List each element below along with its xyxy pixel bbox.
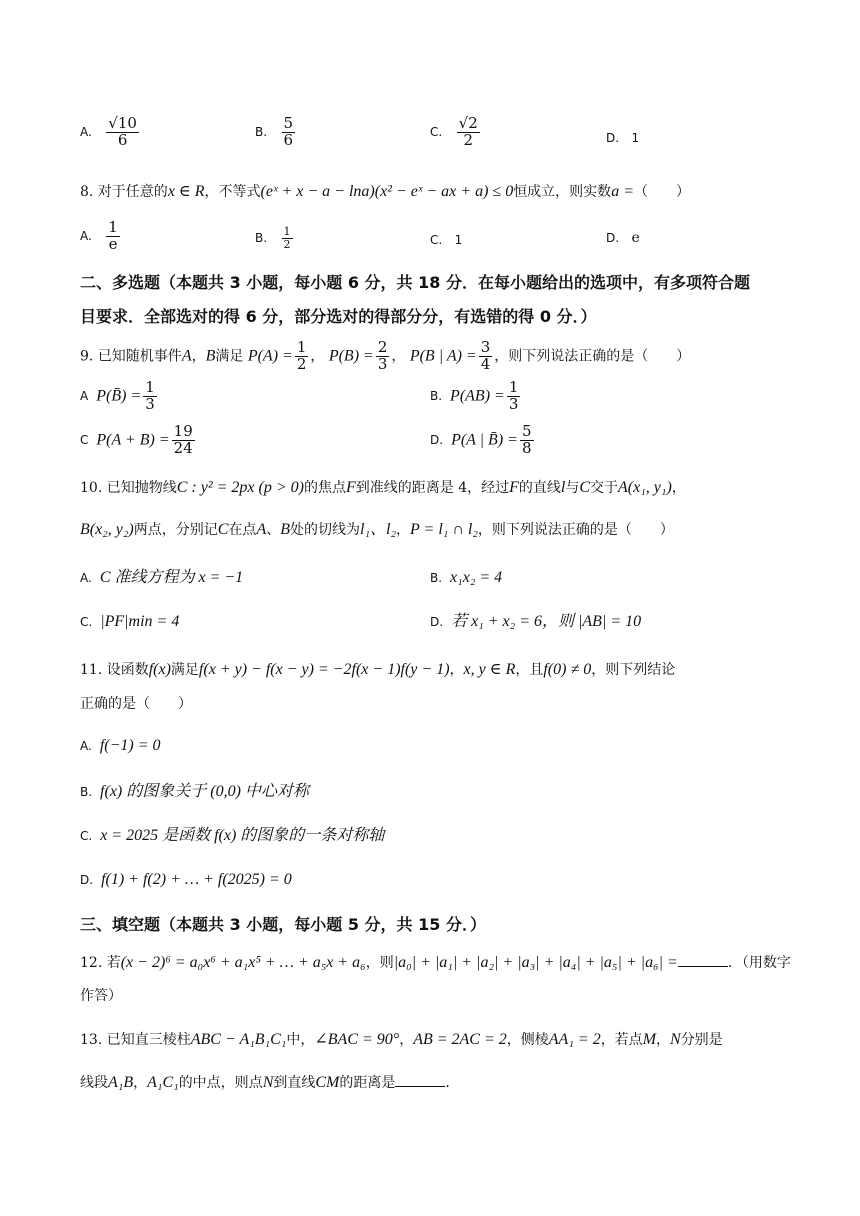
separator: ， [310,348,325,365]
question-text: 的焦点 [303,480,346,496]
f0-cond: f(0) ≠ 0 [543,661,592,678]
fraction [106,116,139,149]
fraction [172,424,195,457]
abs-sum: |a₀| + |a₁| + |a₂| + |a₃| + |a₄| + |a₅| + |a₆| = [393,954,678,971]
option-expr: C 准线方程为 x = −1 [99,569,244,586]
denominator: 3 [145,394,155,413]
q7-option-d[interactable] [606,130,647,147]
inequality: (eˣ + x − a − lna)(x² − eˣ − ax + a) ≤ 0 [260,183,514,200]
option-label: A. [80,571,92,585]
option-expr: 若 x₁ + x₂ = 6，则 |AB| = 10 [451,613,642,630]
denominator: 6 [117,130,128,149]
q8-option-a[interactable] [80,220,122,253]
question-text: 对于任意的 [97,184,168,200]
q11-option-a[interactable] [80,736,161,755]
question-10-cont: B(x₂, y₂)两点，分别记C在点A、B处的切线为l₁、l₂，P = l₁ ∩ l₂，则下列说法正确的是（ ） [80,521,674,538]
expansion: (x − 2)⁶ = a₀x⁶ + a₁x⁵ + … + a₅x + a₆ [120,954,366,971]
denominator: 4 [480,354,491,373]
line-l: l [560,479,566,496]
question-text: ，则下列说法正确的是（ ） [494,348,691,365]
prob-a: P(A) = [247,347,293,365]
fraction [507,380,521,413]
option-label: C. [430,233,443,247]
q7-option-a[interactable] [80,116,141,149]
q10-option-c[interactable] [80,612,179,631]
numerator: 1 [296,338,307,356]
q8-option-b[interactable] [255,226,295,250]
fraction [282,226,293,250]
q8-option-d[interactable] [606,230,640,247]
prob-b: P(B) = [328,347,374,365]
denominator: 2 [296,354,307,373]
numerator: 5 [283,114,294,132]
denominator: 3 [377,354,388,373]
fraction [143,380,157,413]
numerator: 1 [145,378,155,396]
denominator: 24 [173,438,193,457]
question-text: 已知抛物线 [106,480,177,496]
question-number: 10. [80,480,103,496]
question-10 [80,478,686,497]
q10-option-a[interactable] [80,568,243,587]
question-text: 设函数 [106,662,149,678]
q8-option-c[interactable] [430,232,470,249]
q7-option-b[interactable] [255,116,297,149]
edge: AA₁ = 2 [548,1031,601,1048]
point-a: A(x₁, y₁) [618,479,672,496]
question-text: 中， [286,1032,315,1048]
question-text: 与 [565,480,580,496]
fraction [106,220,120,253]
denominator: e [108,234,118,253]
fraction [457,116,480,149]
question-text: 处的切线为 [290,522,360,538]
question-text: ，则 [365,955,394,971]
section-heading-cont: 目要求．全部选对的得 6 分，部分选对的得部分分，有选错的得 0 分．） [80,307,597,326]
point-n: N [670,1031,681,1048]
denominator: 6 [283,130,294,149]
q11-option-c[interactable] [80,826,384,845]
question-text: 已知直三棱柱 [106,1032,191,1048]
lengths: AB = 2AC = 2 [413,1031,507,1048]
q9-option-a[interactable] [80,380,159,413]
question-number: 9. [80,348,94,365]
curve-c: C [217,521,229,538]
separator: ， [671,480,686,496]
focus: F [509,479,519,496]
functional-eq: f(x + y) − f(x − y) = −2f(x − 1)f(y − 1) [198,661,450,678]
option-expr: |PF|min = 4 [100,613,180,630]
prob-b-given-a: P(B | A) = [409,347,477,365]
question-12 [80,952,791,972]
numerator: 5 [521,422,532,440]
option-label: A. [80,229,92,244]
parabola-eq: C : y² = 2px (p > 0) [176,479,304,496]
option-label: B. [80,785,93,799]
option-label: A. [80,739,92,753]
option-label: D. [430,615,444,629]
question-text: 的中点，则点 [178,1075,263,1091]
math-expr: x ∈ R [167,183,205,200]
fraction [479,340,493,373]
question-text: ．（用数字 [727,955,791,971]
option-value: e [631,230,640,246]
function-f: f(x) [148,661,171,678]
punctuation: ． [445,1075,460,1091]
question-text: ，若点 [600,1032,643,1048]
segment: A₁C₁ [147,1074,179,1091]
question-text: 两点，分别记 [133,522,218,538]
option-label: D. [430,433,444,448]
numerator: 1 [508,378,519,396]
focus: F [345,479,356,496]
numerator: 19 [173,422,193,440]
option-label: B. [255,231,268,246]
denominator: 3 [508,394,519,413]
denominator: 2 [463,130,473,149]
option-label: C [80,433,89,448]
option-label: A. [80,125,92,140]
point-m: M [642,1031,657,1048]
section-heading: 二、多选题（本题共 3 小题，每小题 6 分，共 18 分．在每小题给出的选项中，有多项符合题 [80,273,750,292]
option-expr: P(A | B̄) = [451,431,518,449]
prism: ABC − A₁B₁C₁ [190,1031,287,1048]
event-b: B [280,521,290,538]
question-text: 若 [106,955,121,971]
question-text: ，且 [515,662,544,678]
option-expr: f(1) + f(2) + … + f(2025) = 0 [101,871,292,888]
question-13: 13. 已知直三棱柱ABC − A₁B₁C₁中，∠BAC = 90°，AB = 2AC = 2，侧棱AA₁ = 2，若点M，N分别是 [80,1031,723,1048]
numerator: √10 [108,114,137,132]
question-number: 8. [80,184,94,200]
denominator: 8 [521,438,532,457]
q11-option-b[interactable] [80,782,309,801]
option-expr: P(AB) = [450,387,505,405]
option-label: D. [606,131,620,145]
question-text: 已知随机事件 [97,348,182,365]
event-b: B [205,347,216,365]
option-label: C. [80,829,93,843]
numerator: 3 [480,338,491,356]
question-text: 的距离是 [339,1075,396,1091]
question-text: 恒成立，则实数 [513,184,612,200]
intersection: P = l₁ ∩ l₂ [410,521,478,538]
q7-option-c[interactable] [430,116,482,149]
fraction [282,116,296,149]
question-13-cont: 线段A₁B，A₁C₁的中点，则点N到直线CM的距离是 ． [80,1074,460,1091]
option-expr: P(B̄) = [96,387,142,405]
question-text: 满足 [215,348,244,365]
option-value: 1 [454,233,463,247]
separator: ， [391,348,406,365]
question-number: 13. [80,1032,103,1048]
option-expr: f(x) 的图象关于 (0,0) 中心对称 [100,783,309,800]
numerator: √2 [458,114,478,132]
option-expr: P(A + B) = [96,431,170,449]
question-text: 的直线 [518,480,561,496]
question-text: ，不等式 [204,184,261,200]
q11-option-d[interactable] [80,870,292,889]
segment: A₁B [108,1074,134,1091]
question-12-cont: 作答） [80,988,122,1004]
option-expr: f(−1) = 0 [99,737,161,754]
question-text: 到直线 [273,1075,316,1091]
question-8 [80,182,690,201]
answer-blank[interactable] [395,1072,445,1087]
event-a: A [256,521,267,538]
question-number: 12. [80,955,103,971]
question-text: ，则下列结论 [591,662,676,678]
numerator: 2 [377,338,388,356]
numerator: 1 [283,225,291,238]
line-cm: CM [315,1074,340,1091]
domain: x, y ∈ R [463,661,516,678]
question-text: ，则下列说法正确的是（ ） [477,522,674,538]
fraction [520,424,534,457]
option-value: 1 [631,131,640,145]
question-11-cont: 正确的是（ ） [80,696,192,712]
question-text: 线段 [80,1075,108,1091]
curve-c: C [579,479,591,496]
question-11: 11. 设函数f(x)满足f(x + y) − f(x − y) = −2f(x − 1)f(y − 1)，x, y ∈ R，且f(0) ≠ 0，则下列结论 [80,661,676,678]
option-label: C. [430,125,443,140]
numerator: 1 [108,218,118,236]
option-label: C. [80,615,93,629]
q9-option-d[interactable] [430,424,536,457]
question-text: 分别是 [680,1032,723,1048]
fraction [295,340,309,373]
point-n: N [262,1074,274,1091]
math-var: a = [611,183,634,200]
question-text: ，侧棱 [506,1032,549,1048]
question-text: 满足 [170,662,199,678]
question-9 [80,340,690,373]
option-label: B. [430,389,443,404]
option-label: D. [606,231,620,245]
option-label: B. [255,125,268,140]
q9-option-b[interactable] [430,380,522,413]
answer-paren: （ ） [633,184,690,200]
section-heading: 三、填空题（本题共 3 小题，每小题 5 分，共 15 分．） [80,915,486,934]
event-a: A [181,347,192,365]
answer-blank[interactable] [678,952,728,967]
option-expr: x₁x₂ = 4 [450,569,503,586]
fraction [376,340,390,373]
q10-option-d[interactable] [430,612,641,631]
question-text: 在点 [228,522,257,538]
point-b: B(x₂, y₂) [80,521,134,538]
option-expr: x = 2025 是函数 f(x) 的图象的一条对称轴 [100,827,385,844]
q10-option-b[interactable] [430,568,502,587]
question-number: 11. [80,662,103,678]
question-text: 交于 [590,480,619,496]
separator: ， [191,348,206,365]
denominator: 2 [283,237,291,251]
option-label: B. [430,571,443,585]
q9-option-c[interactable] [80,424,197,457]
option-label: A [80,389,89,404]
question-text: 到准线的距离是 4，经过 [355,480,510,496]
tangents: l₁、l₂ [360,521,397,538]
angle: ∠BAC = 90° [314,1031,400,1048]
option-label: D. [80,873,94,887]
